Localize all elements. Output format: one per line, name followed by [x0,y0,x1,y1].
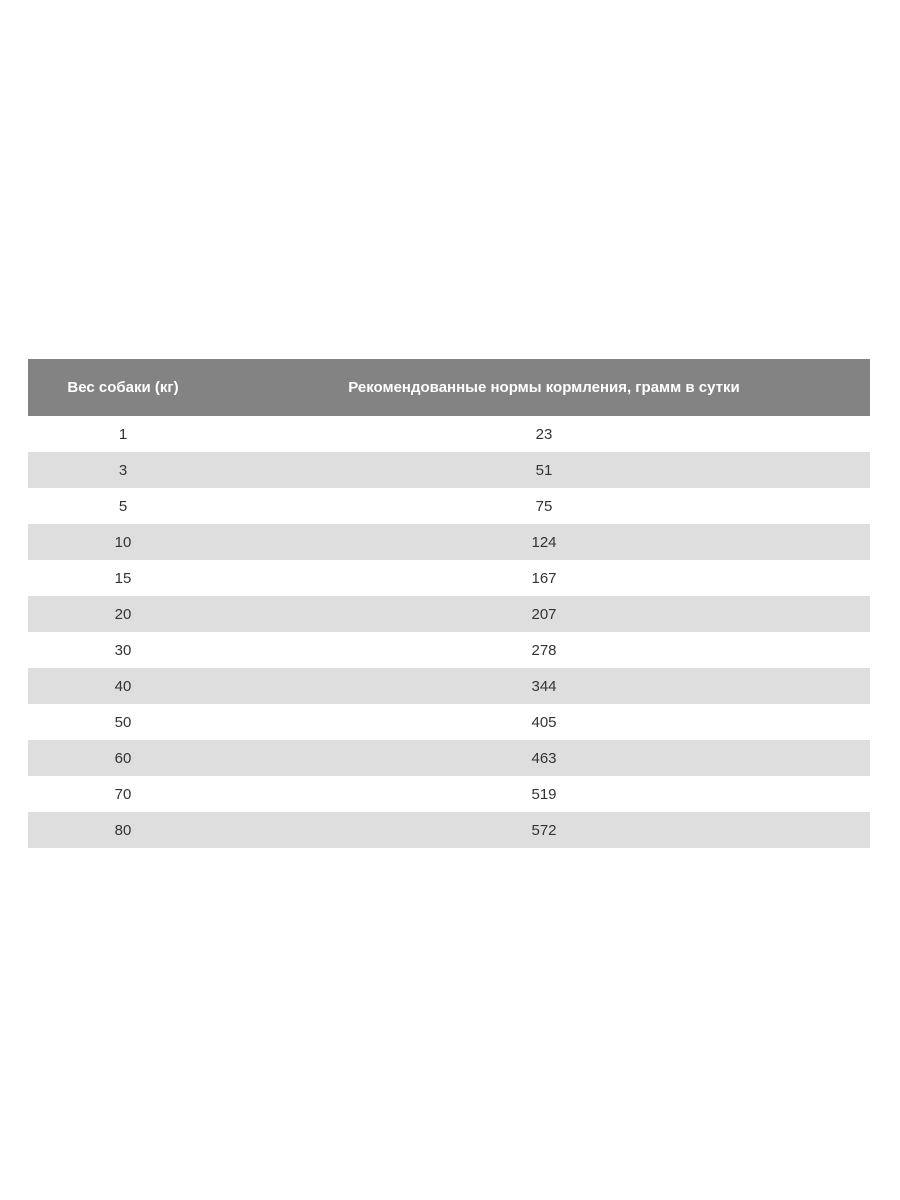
table-header [28,359,870,416]
header-row [28,359,870,416]
weight-cell: 10 [114,533,132,551]
table-row [28,740,870,776]
weight-cell: 50 [114,713,132,731]
table-row [28,452,870,488]
weight-cell: 20 [114,605,132,623]
amount-cell: 278 [531,641,557,659]
table-row [28,524,870,560]
weight-cell: 5 [118,497,128,515]
amount-cell: 572 [531,821,557,839]
amount-cell: 463 [531,749,557,767]
amount-cell: 519 [531,785,557,803]
amount-cell: 405 [531,713,557,731]
amount-cell: 207 [531,605,557,623]
table-body [28,416,870,848]
table-row [28,488,870,524]
weight-cell: 40 [114,677,132,695]
amount-cell: 167 [531,569,557,587]
feeding-table [28,359,870,848]
weight-cell: 80 [114,821,132,839]
table-row [28,668,870,704]
amount-cell: 23 [535,425,553,443]
amount-cell: 51 [535,461,553,479]
header-weight: Вес собаки (кг) [67,379,179,396]
amount-cell: 344 [531,677,557,695]
table-row [28,632,870,668]
weight-cell: 1 [118,425,128,443]
header-amount: Рекомендованные нормы кормления, грамм в сутки [348,379,740,396]
weight-cell: 30 [114,641,132,659]
weight-cell: 70 [114,785,132,803]
table-row [28,704,870,740]
amount-cell: 124 [531,533,557,551]
table-row [28,812,870,848]
weight-cell: 3 [118,461,128,479]
weight-cell: 60 [114,749,132,767]
amount-cell: 75 [535,497,553,515]
table-row [28,596,870,632]
table-row [28,416,870,452]
table-row [28,560,870,596]
table-row [28,776,870,812]
weight-cell: 15 [114,569,132,587]
